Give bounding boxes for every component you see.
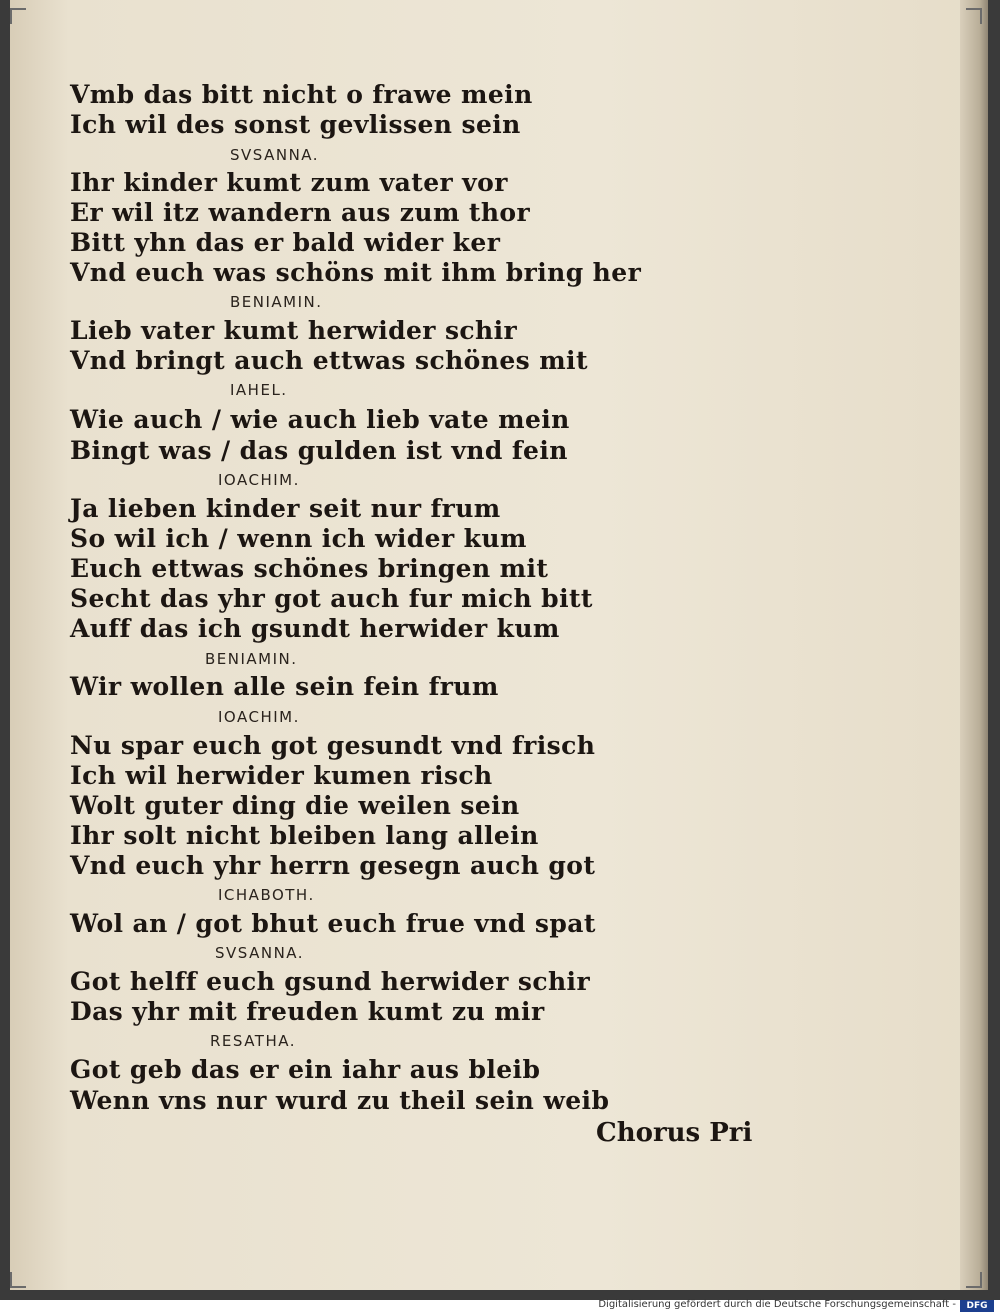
verse-line: Got helff euch gsund herwider schir <box>70 967 591 996</box>
page-edge-shadow <box>960 0 988 1290</box>
verse-line: Wenn vns nur wurd zu theil sein weib <box>70 1086 610 1115</box>
speaker-label: BENIAMIN. <box>230 293 323 311</box>
verse-line: Ich wil des sonst gevlissen sein <box>70 110 521 139</box>
verse-line: Wol an / got bhut euch frue vnd spat <box>70 909 596 938</box>
verse-line: Vmb das bitt nicht o frawe mein <box>70 80 533 109</box>
verse-line: Er wil itz wandern aus zum thor <box>70 198 531 227</box>
verse-line: Ich wil herwider kumen risch <box>70 761 493 790</box>
verse-line: So wil ich / wenn ich wider kum <box>70 524 527 553</box>
speaker-label: SVSANNA. <box>215 944 305 962</box>
verse-line: Lieb vater kumt herwider schir <box>70 316 518 345</box>
verse-line: Vnd bringt auch ettwas schönes mit <box>70 346 588 375</box>
verse-line: Bingt was / das gulden ist vnd fein <box>70 436 568 465</box>
verse-line: Euch ettwas schönes bringen mit <box>70 554 549 583</box>
verse-line: Nu spar euch got gesundt vnd frisch <box>70 731 596 760</box>
verse-line: Wir wollen alle sein fein frum <box>70 672 499 701</box>
verse-line: Secht das yhr got auch fur mich bitt <box>70 584 593 613</box>
verse-line: Wie auch / wie auch lieb vate mein <box>70 405 570 434</box>
speaker-label: IOACHIM. <box>218 708 300 726</box>
verse-line: Ihr kinder kumt zum vater vor <box>70 168 508 197</box>
verse-line: Bitt yhn das er bald wider ker <box>70 228 501 257</box>
verse-line: Ihr solt nicht bleiben lang allein <box>70 821 539 850</box>
catchword: Chorus Pri <box>596 1118 753 1148</box>
crop-mark-bottom-right <box>966 1272 982 1288</box>
verse-line: Wolt guter ding die weilen sein <box>70 791 520 820</box>
speaker-label: IAHEL. <box>230 381 288 399</box>
verse-line: Vnd euch yhr herrn gesegn auch got <box>70 851 596 880</box>
footer-credit: Digitalisierung gefördert durch die Deutsche Forschungsgemeinschaft - <box>598 1299 956 1310</box>
verse-line: Das yhr mit freuden kumt zu mir <box>70 997 545 1026</box>
crop-mark-top-left <box>10 8 26 24</box>
speaker-label: IOACHIM. <box>218 471 300 489</box>
verse-line: Ja lieben kinder seit nur frum <box>70 494 501 523</box>
verse-line: Vnd euch was schöns mit ihm bring her <box>70 258 642 287</box>
crop-mark-bottom-left <box>10 1272 26 1288</box>
speaker-label: BENIAMIN. <box>205 650 298 668</box>
speaker-label: SVSANNA. <box>230 146 320 164</box>
dfg-logo-icon: DFG <box>960 1300 994 1312</box>
speaker-label: RESATHA. <box>210 1032 297 1050</box>
crop-mark-top-right <box>966 8 982 24</box>
verse-line: Got geb das er ein iahr aus bleib <box>70 1055 541 1084</box>
verse-line: Auff das ich gsundt herwider kum <box>70 614 560 643</box>
speaker-label: ICHABOTH. <box>218 886 315 904</box>
